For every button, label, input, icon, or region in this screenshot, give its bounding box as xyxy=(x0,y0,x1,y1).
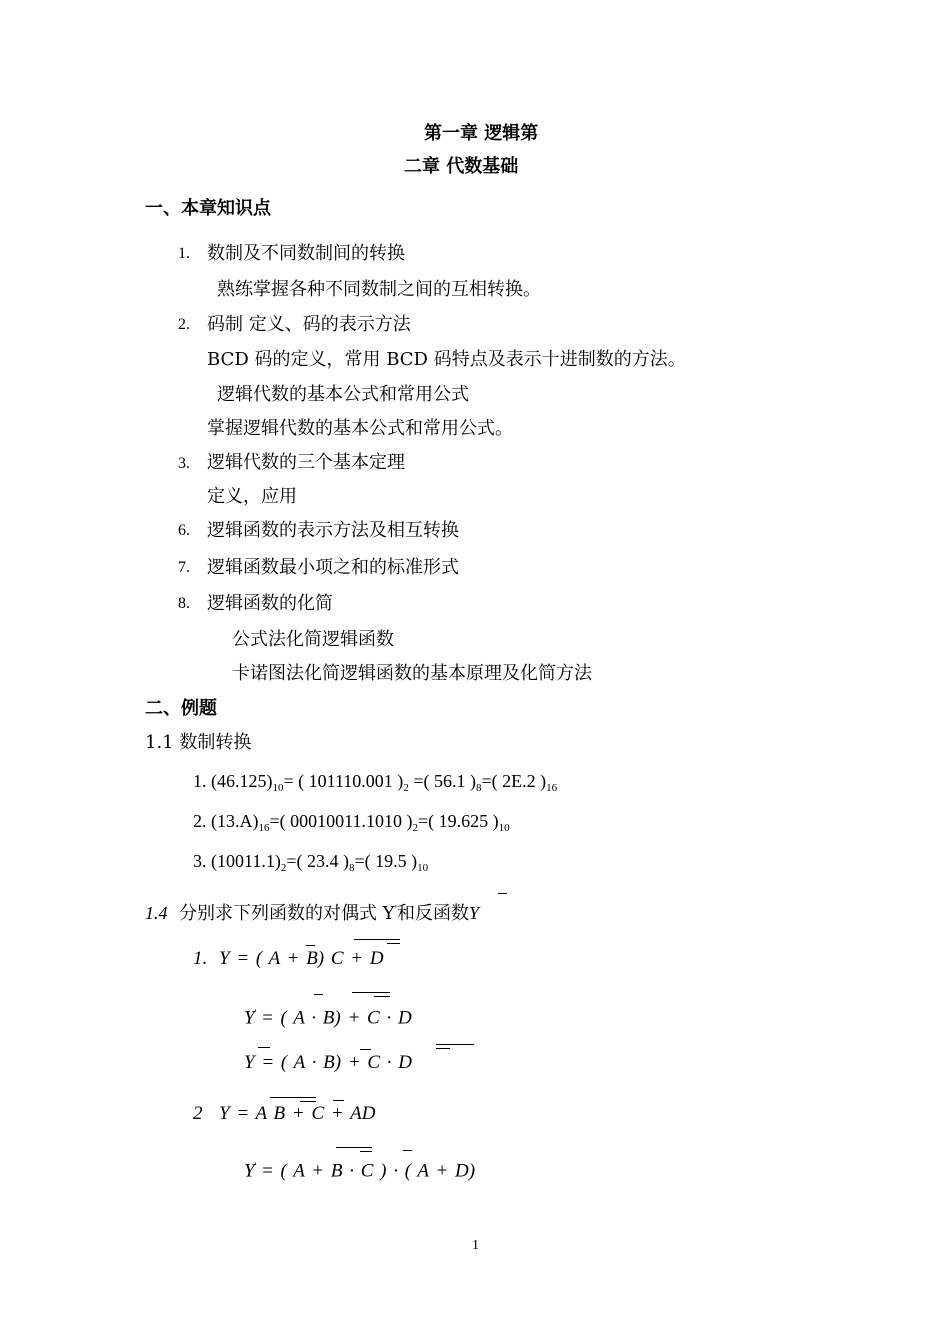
page-title-line2: 二章 代数基础 xyxy=(404,156,519,177)
overline-mark xyxy=(300,1101,316,1102)
overline-mark xyxy=(258,1047,270,1048)
list-number: 7. xyxy=(178,559,190,576)
subsection-1-1: 1.1 数制转换 xyxy=(145,732,252,753)
list-item: 定义，应用 xyxy=(207,486,297,507)
page-title-line1: 第一章 逻辑第 xyxy=(424,123,539,144)
list-item: 逻辑函数的表示方法及相互转换 xyxy=(207,520,459,541)
section-heading-2: 二、例题 xyxy=(145,698,217,719)
overline-mark xyxy=(352,992,390,993)
list-item: 逻辑函数最小项之和的标准形式 xyxy=(207,557,459,578)
overline-mark xyxy=(498,893,507,894)
list-number: 2. xyxy=(178,316,190,333)
list-item: 码制 定义、码的表示方法 xyxy=(207,314,411,335)
list-item: 掌握逻辑代数的基本公式和常用公式。 xyxy=(207,418,513,439)
overline-mark xyxy=(374,996,390,997)
equation-1-label: 1. xyxy=(193,948,208,969)
overline-mark xyxy=(403,1150,412,1151)
equation-1-inverse: Y = ( A · B) + C · D xyxy=(244,1052,413,1073)
list-item: 逻辑代数的三个基本定理 xyxy=(207,452,405,473)
list-number: 1. xyxy=(178,245,190,262)
conversion-1: 1. $(46.125)_{10}=$ ( 101110.001 )$_2$ =( 56.1 )$_8=$( 2E.2 )$_{16}$ xyxy=(193,771,558,794)
list-item: 熟练掌握各种不同数制之间的互相转换。 xyxy=(217,279,541,300)
overline-mark xyxy=(314,994,323,995)
list-item: 公式法化简逻辑函数 xyxy=(232,629,394,650)
overline-mark xyxy=(306,945,315,946)
conversion-3: 3. $(10011.1)_2=$( 23.4 )$_8=$( 19.5 )$_{10}$ xyxy=(193,851,429,874)
overline-mark xyxy=(270,1097,316,1098)
overline-mark xyxy=(336,1147,372,1148)
list-number: 8. xyxy=(178,595,190,612)
equation-1: Y = ( A + B) C + D xyxy=(219,948,384,969)
equation-2: Y = A B + C + AD xyxy=(219,1103,376,1124)
overline-mark xyxy=(354,939,400,940)
list-item: 逻辑代数的基本公式和常用公式 xyxy=(217,384,469,405)
conversion-2: 2. $(13.A)_{16}=$( 00010011.1010 )$_2=$( 19.625 )$_{10}$ xyxy=(193,811,510,834)
overline-mark xyxy=(333,1100,344,1101)
list-item: 卡诺图法化简逻辑函数的基本原理及化简方法 xyxy=(232,663,592,684)
page-number: 1 xyxy=(472,1238,479,1253)
list-number: 6. xyxy=(178,522,190,539)
overline-mark xyxy=(436,1048,450,1049)
overline-mark xyxy=(360,1151,372,1152)
list-item: 逻辑函数的化简 xyxy=(207,593,333,614)
list-number: 3. xyxy=(178,455,190,472)
overline-mark xyxy=(387,943,400,944)
equation-2-dual: Y' = ( A + B · C ) · ( A + D) xyxy=(244,1160,476,1182)
section-heading-1: 一、本章知识点 xyxy=(145,198,271,219)
equation-1-dual: Y' = ( A · B) + C · D xyxy=(244,1007,412,1029)
overline-mark xyxy=(360,1049,371,1050)
list-item: BCD 码的定义，常用 BCD 码特点及表示十进制数的方法。 xyxy=(207,349,686,370)
overline-mark xyxy=(436,1044,474,1045)
subsection-1-4: 1.4 分别求下列函数的对偶式 Y'和反函数Y xyxy=(145,903,480,924)
list-item: 数制及不同数制间的转换 xyxy=(207,243,405,264)
equation-2-label: 2 xyxy=(193,1103,203,1124)
